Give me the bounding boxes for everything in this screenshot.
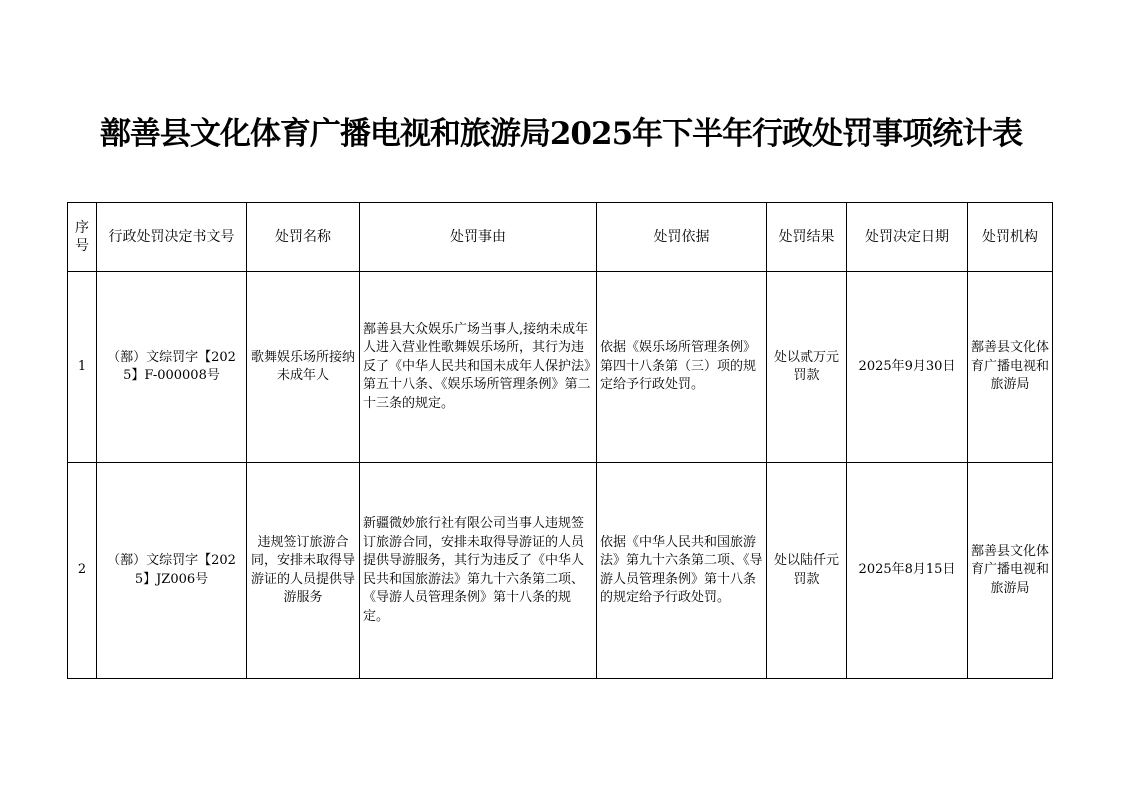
table-row bbox=[68, 272, 1053, 463]
cell-authority: 鄯善县文化体育广播电视和旅游局 bbox=[968, 272, 1053, 463]
header-name: 处罚名称 bbox=[247, 203, 360, 272]
cell-date: 2025年8月15日 bbox=[847, 463, 968, 679]
cell-name: 违规签订旅游合同，安排未取得导游证的人员提供导游服务 bbox=[247, 463, 360, 679]
cell-doc-no: （鄯）文综罚字【2025】JZ006号 bbox=[97, 463, 247, 679]
cell-basis: 依据《中华人民共和国旅游法》第九十六条第二项、《导游人员管理条例》第十八条的规定给予行政处罚。 bbox=[597, 463, 767, 679]
page-title: 鄯善县文化体育广播电视和旅游局2025年下半年行政处罚事项统计表 bbox=[99, 116, 1023, 152]
cell-doc-no: （鄯）文综罚字【2025】F-000008号 bbox=[97, 272, 247, 463]
header-doc-no: 行政处罚决定书文号 bbox=[97, 203, 247, 272]
cell-seq: 1 bbox=[68, 272, 97, 463]
cell-name: 歌舞娱乐场所接纳未成年人 bbox=[247, 272, 360, 463]
header-authority: 处罚机构 bbox=[968, 203, 1053, 272]
cell-reason: 鄯善县大众娱乐广场当事人,接纳未成年人进入营业性歌舞娱乐场所，其行为违反了《中华人民共和国未成年人保护法》第五十八条、《娱乐场所管理条例》第二十三条的规定。 bbox=[360, 272, 597, 463]
table-row bbox=[68, 463, 1053, 679]
header-date: 处罚决定日期 bbox=[847, 203, 968, 272]
table-header-row bbox=[68, 203, 1053, 272]
cell-result: 处以陆仟元罚款 bbox=[767, 463, 847, 679]
cell-seq: 2 bbox=[68, 463, 97, 679]
cell-basis: 依据《娱乐场所管理条例》第四十八条第（三）项的规定给予行政处罚。 bbox=[597, 272, 767, 463]
cell-result: 处以贰万元罚款 bbox=[767, 272, 847, 463]
header-reason: 处罚事由 bbox=[360, 203, 597, 272]
header-basis: 处罚依据 bbox=[597, 203, 767, 272]
header-result: 处罚结果 bbox=[767, 203, 847, 272]
cell-authority: 鄯善县文化体育广播电视和旅游局 bbox=[968, 463, 1053, 679]
cell-date: 2025年9月30日 bbox=[847, 272, 968, 463]
penalty-table bbox=[67, 202, 1053, 679]
header-seq: 序号 bbox=[68, 203, 97, 272]
cell-reason: 新疆微妙旅行社有限公司当事人违规签订旅游合同，安排未取得导游证的人员提供导游服务，其行为违反了《中华人民共和国旅游法》第九十六条第二项、《导游人员管理条例》第十八条的规定。 bbox=[360, 463, 597, 679]
